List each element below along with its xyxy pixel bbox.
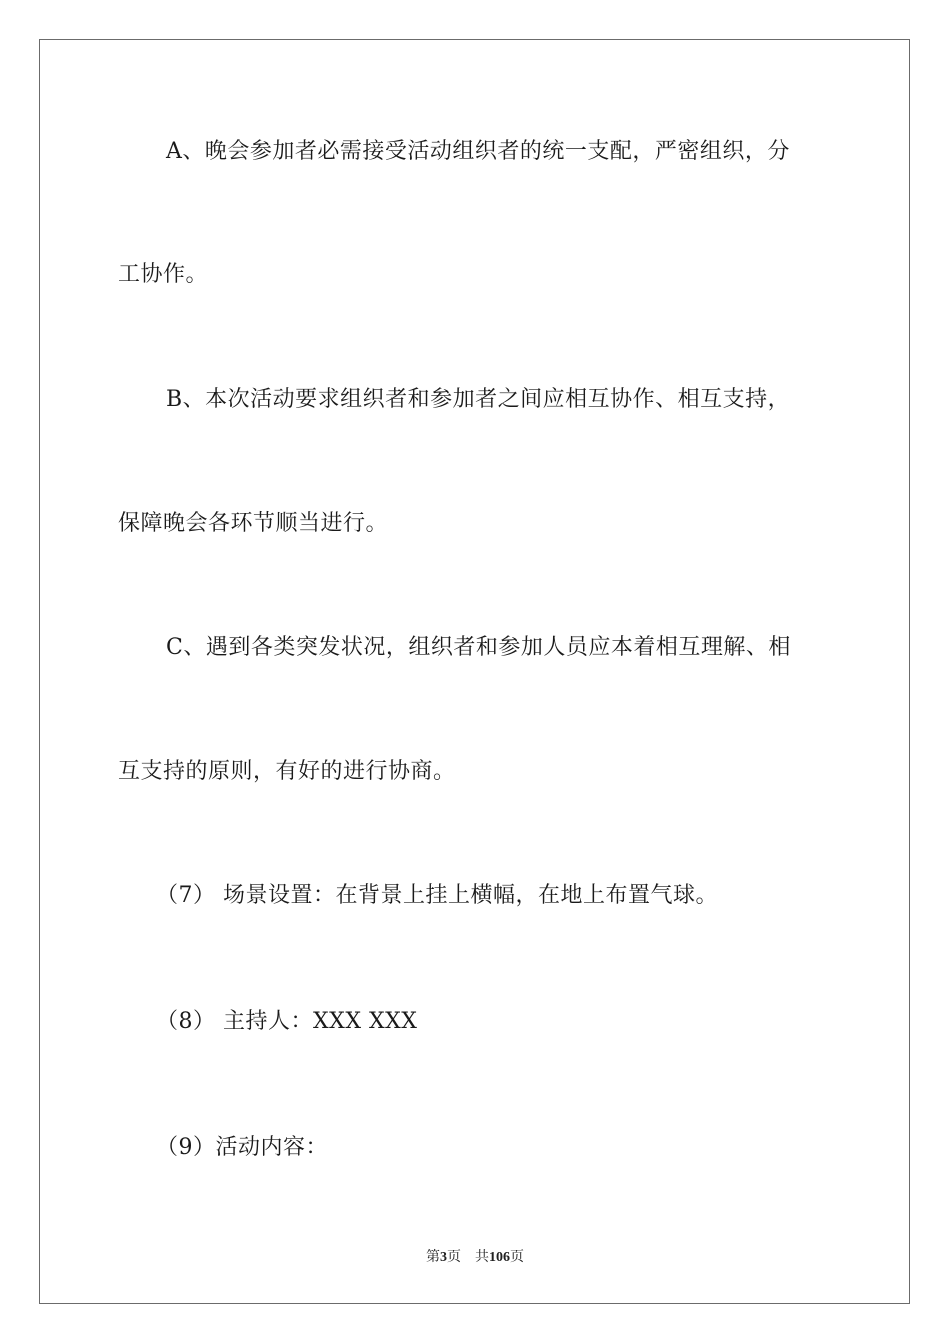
footer-total-suffix: 页	[510, 1250, 524, 1265]
footer-page-prefix: 第	[426, 1250, 440, 1265]
item-scene-setup: （7） 场景设置：在背景上挂上横幅，在地上布置气球。	[156, 883, 718, 908]
paragraph-b-line-2: 保障晚会各环节顺当进行。	[118, 511, 389, 536]
footer-page-number: 3	[440, 1250, 447, 1265]
page-border	[39, 39, 910, 1304]
page-footer	[0, 1249, 950, 1267]
footer-total-number: 106	[489, 1250, 510, 1265]
footer-total-prefix: 共	[475, 1250, 489, 1265]
paragraph-b-line-1: B、本次活动要求组织者和参加者之间应相互协作、相互支持，	[166, 387, 791, 412]
paragraph-a-line-1: A、晚会参加者必需接受活动组织者的统一支配，严密组织，分	[166, 139, 790, 164]
item-activity-content: （9）活动内容：	[156, 1135, 328, 1160]
item-host: （8） 主持人：XXX XXX	[156, 1009, 418, 1034]
paragraph-a-line-2: 工协作。	[118, 262, 209, 287]
paragraph-c-line-2: 互支持的原则，有好的进行协商。	[118, 759, 456, 784]
paragraph-c-line-1: C、遇到各类突发状况，组织者和参加人员应本着相互理解、相	[166, 635, 791, 660]
footer-page-suffix: 页	[447, 1250, 461, 1265]
